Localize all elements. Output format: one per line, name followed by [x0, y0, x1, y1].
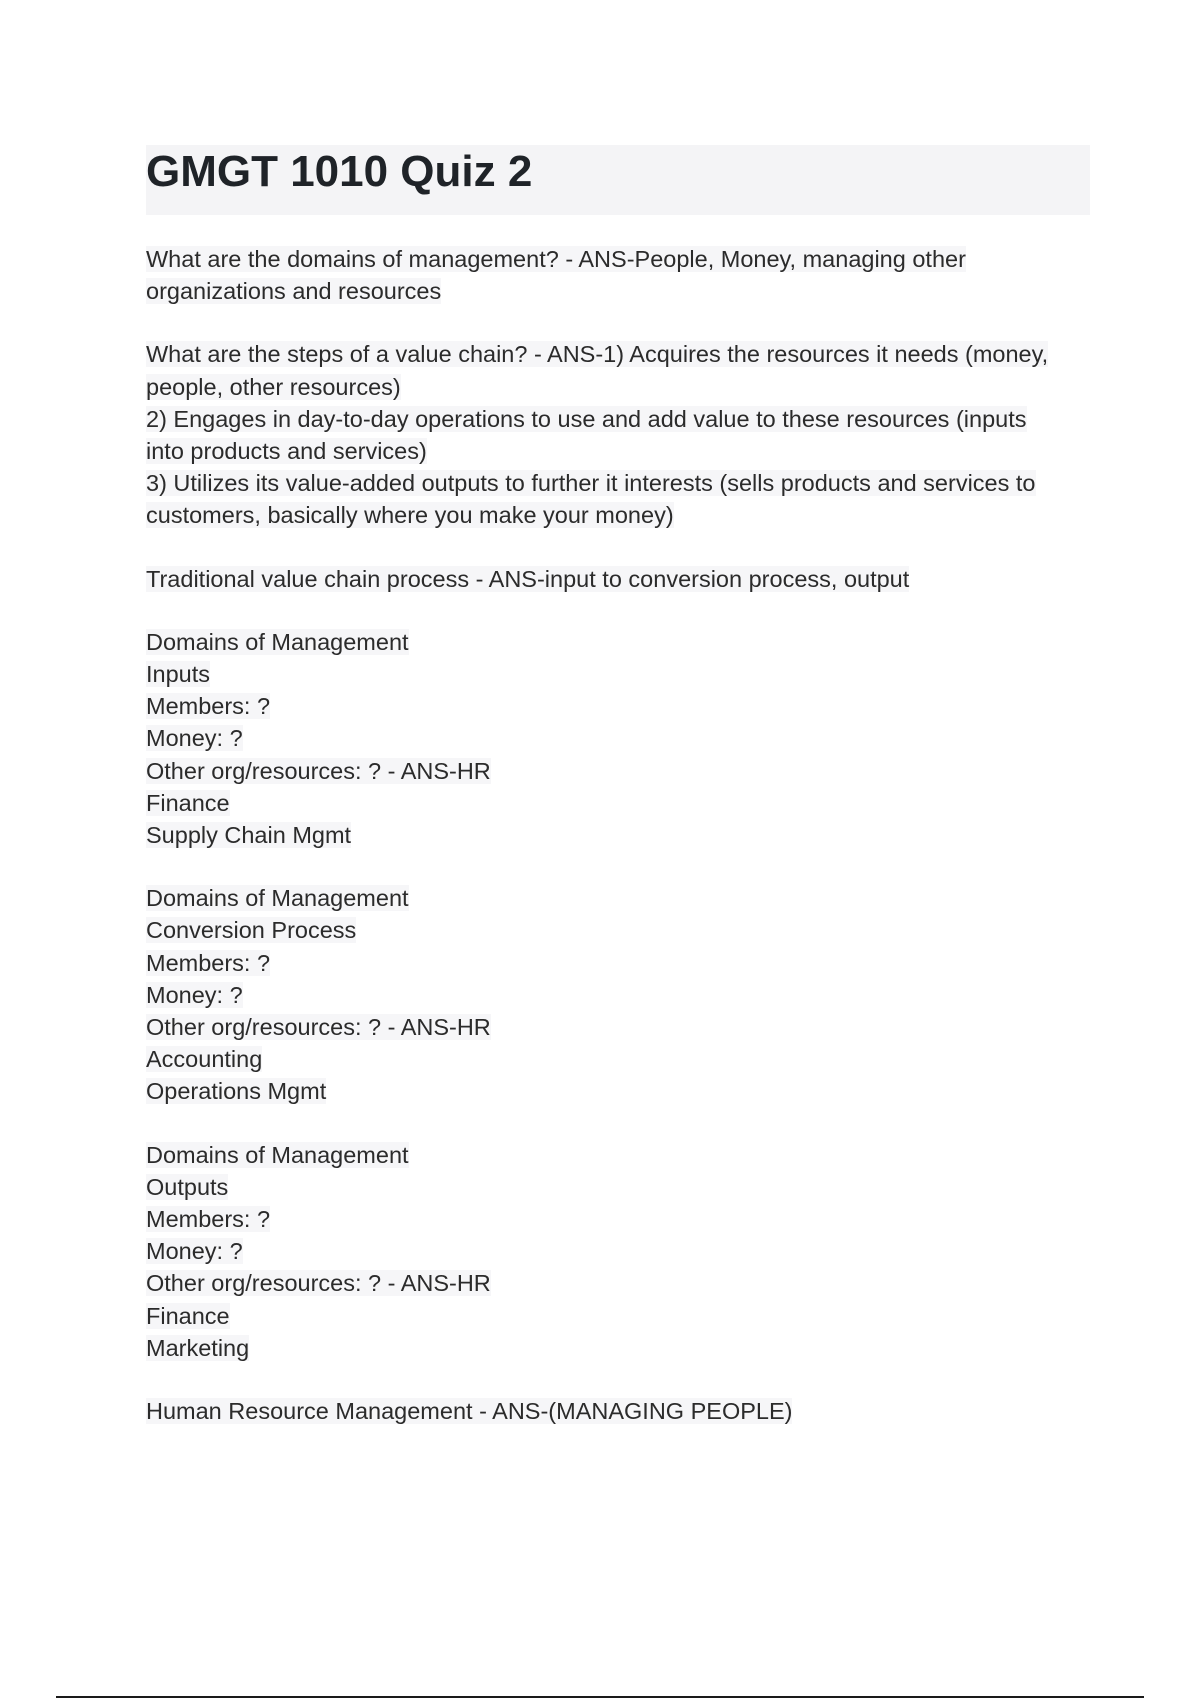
qa-block-value-chain-steps — [146, 338, 1090, 531]
qa-block-domains-inputs — [146, 626, 1090, 851]
text-line: Members: ? — [146, 693, 271, 720]
text-line: Money: ? — [146, 1238, 243, 1265]
text-line: Supply Chain Mgmt — [146, 822, 352, 849]
text-line: What are the domains of management? - ANS-People, Money, managing other — [146, 246, 966, 272]
text-line: people, other resources) — [146, 373, 401, 400]
text-line: Other org/resources: ? - ANS-HR — [146, 757, 491, 784]
document-body — [146, 243, 1090, 1458]
text-line: Accounting — [146, 1046, 263, 1073]
text-line: Domains of Management — [146, 1141, 409, 1168]
text-line: into products and services) — [146, 438, 427, 465]
text-line: 3) Utilizes its value-added outputs to further it interests (sells products and services to — [146, 470, 1036, 497]
text-line: Inputs — [146, 661, 211, 688]
text-line: Members: ? — [146, 1206, 271, 1233]
text-line: 2) Engages in day-to-day operations to use and add value to these resources (inputs — [146, 405, 1027, 432]
text-line: organizations and resources — [146, 278, 442, 305]
text-line: Finance — [146, 789, 230, 816]
qa-block-domains-outputs — [146, 1139, 1090, 1364]
text-line: Marketing — [146, 1334, 250, 1361]
text-line: customers, basically where you make your money) — [146, 502, 674, 529]
qa-block-domains — [146, 243, 1090, 307]
text-line: Domains of Management — [146, 885, 409, 912]
text-line: Domains of Management — [146, 628, 409, 655]
text-line: Operations Mgmt — [146, 1078, 327, 1105]
text-line: Money: ? — [146, 725, 243, 752]
text-line: Other org/resources: ? - ANS-HR — [146, 1014, 491, 1041]
qa-block-hrm — [146, 1395, 1090, 1427]
text-line: Human Resource Management - ANS-(MANAGING PEOPLE) — [146, 1398, 793, 1425]
page-title: GMGT 1010 Quiz 2 — [146, 147, 533, 196]
text-line: Traditional value chain process - ANS-input to conversion process, output — [146, 565, 910, 592]
text-line: Money: ? — [146, 981, 243, 1008]
text-line: Outputs — [146, 1173, 229, 1200]
text-line: Other org/resources: ? - ANS-HR — [146, 1270, 491, 1297]
footer-divider — [56, 1696, 1144, 1698]
text-line: Finance — [146, 1302, 230, 1329]
text-line: Members: ? — [146, 949, 271, 976]
qa-block-domains-conversion — [146, 882, 1090, 1107]
text-line: What are the steps of a value chain? - ANS-1) Acquires the resources it needs (money, — [146, 341, 1049, 368]
qa-block-traditional-value-chain — [146, 563, 1090, 595]
text-line: Conversion Process — [146, 917, 357, 944]
